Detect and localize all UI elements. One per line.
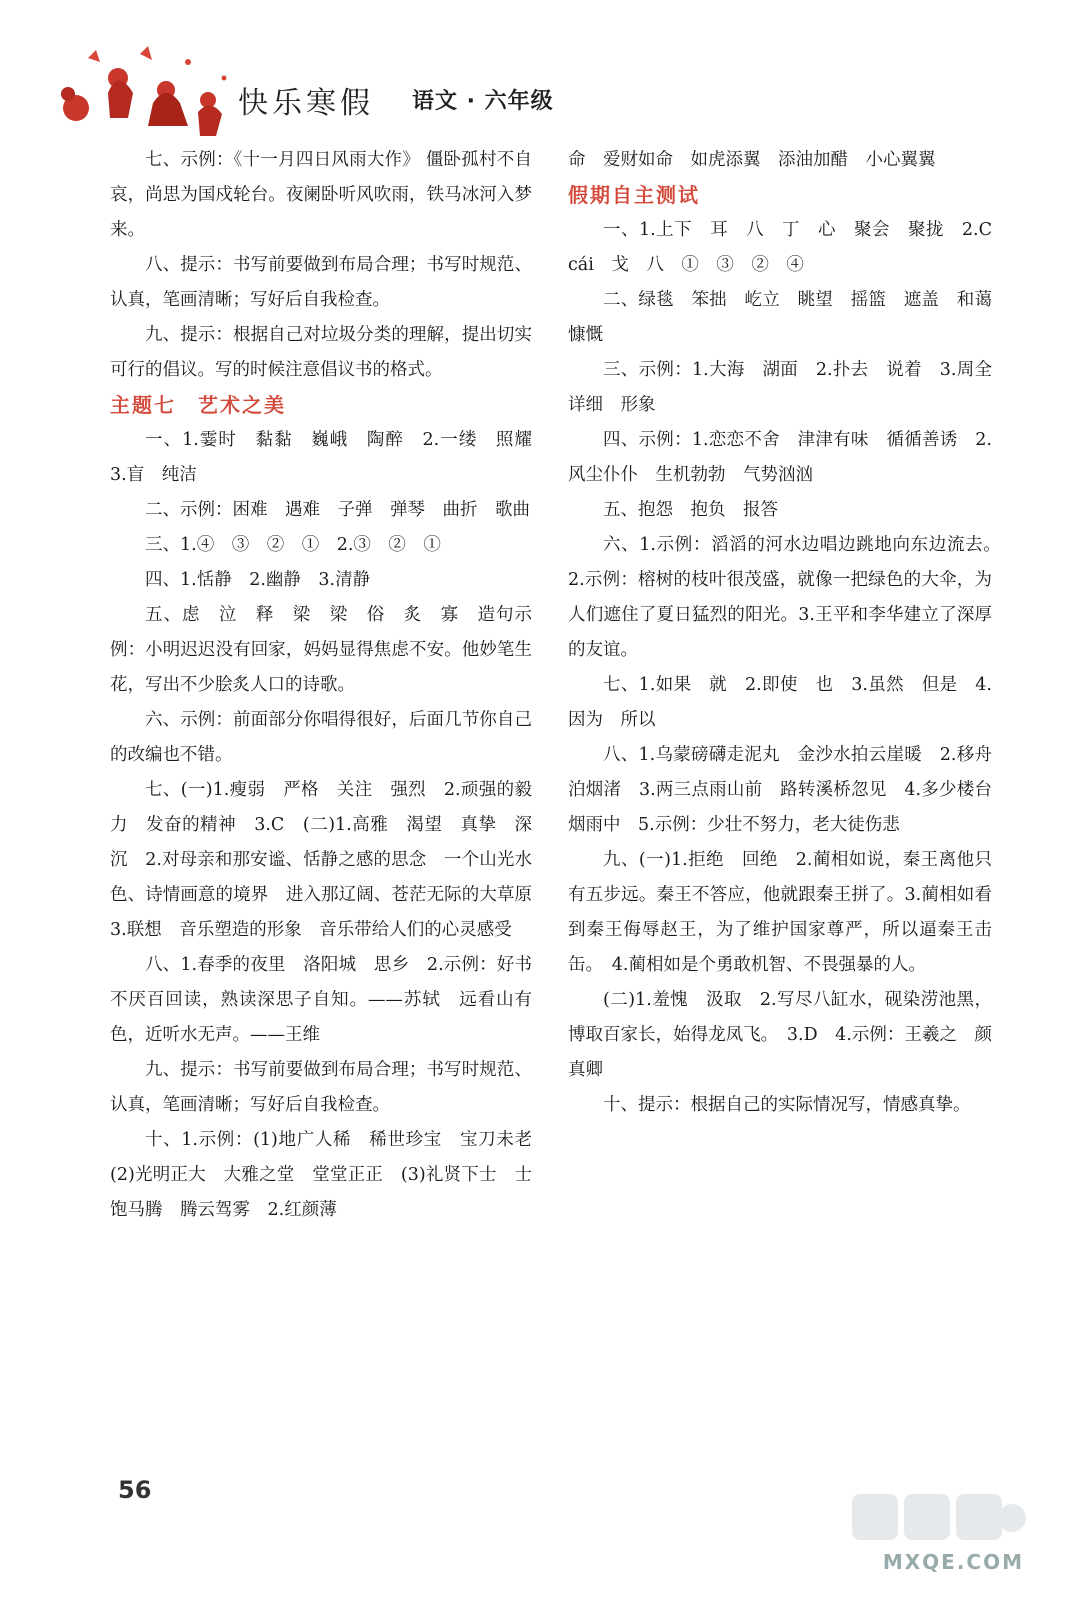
test-answer-2: 二、绿毯 笨拙 屹立 眺望 摇篮 遮盖 和蔼 慷慨 [568, 290, 1010, 345]
theme7-answer-3: 三、1.④ ③ ② ① 2.③ ② ① [145, 535, 441, 555]
test-answer-8: 八、1.乌蒙磅礴走泥丸 金沙水拍云崖暖 2.移舟泊烟渚 3.两三点雨山前 路转溪桥忽见 4.多少楼台烟雨中 5.示例：少壮不努力，老大徒伤悲 [568, 745, 992, 835]
theme7-answer-1: 一、1.霎时 黏黏 巍峨 陶醉 2.一缕 照耀 3.盲 纯洁 [110, 430, 550, 485]
test-answer-1: 一、1.上下 耳 八 丁 心 聚会 聚拢 2.C cái 戈 八 ① ③ ② ④ [568, 220, 1010, 275]
subject-grade: 语文 · 六年级 [412, 89, 554, 114]
theme7-answer-2: 二、示例：困难 遇难 子弹 弹琴 曲折 歌曲 [145, 500, 530, 520]
test-answer-4: 四、示例：1.恋恋不舍 津津有味 循循善诱 2.风尘仆仆 生机勃勃 气势汹汹 [568, 430, 992, 485]
watermark-text: MXQE.COM [882, 1550, 1024, 1574]
theme7-answer-4: 四、1.恬静 2.幽静 3.清静 [145, 570, 371, 590]
answer-7: 七、示例：《十一月四日风雨大作》 僵卧孤村不自哀，尚思为国戍轮台。夜阑卧听风吹雨，铁马冰河入梦来。 [110, 150, 532, 240]
test-answer-10: 十、提示：根据自己的实际情况写，情感真挚。 [603, 1095, 971, 1115]
section-title-self-test: 假期自主测试 [568, 183, 700, 207]
answer-8: 八、提示：书写前要做到布局合理；书写时规范、认真，笔画清晰；写好后自我检查。 [110, 255, 532, 310]
test-answer-7: 七、1.如果 就 2.即使 也 3.虽然 但是 4.因为 所以 [568, 675, 992, 730]
theme7-answer-5: 五、虑 泣 释 梁 梁 俗 炙 寡 造句示例：小明迟迟没有回家，妈妈显得焦虑不安。他妙笔生花，写出不少脍炙人口的诗歌。 [110, 605, 532, 695]
theme7-answer-9: 九、提示：书写前要做到布局合理；书写时规范、认真，笔画清晰；写好后自我检查。 [110, 1060, 532, 1115]
answer-9: 九、提示：根据自己对垃圾分类的理解，提出切实可行的倡议。写的时候注意倡议书的格式。 [110, 325, 532, 380]
left-column [110, 143, 550, 1228]
continued-text: 命 爱财如命 如虎添翼 添油加醋 小心翼翼 [568, 150, 936, 170]
theme7-answer-7: 七、(一)1.瘦弱 严格 关注 强烈 2.顽强的毅力 发奋的精神 3.C (二)1.高雅 渴望 真挚 深沉 2.对母亲和那安谧、恬静之感的思念 一个山光水色、诗情画意的境界 进入那辽阔、苍茫无际的大草原 3.联想 音乐塑造的形象 音乐带给人们的心灵感受 [110, 780, 550, 940]
test-answer-5: 五、抱怨 抱负 报答 [603, 500, 778, 520]
theme7-answer-6: 六、示例：前面部分你唱得很好，后面几节你自己的改编也不错。 [110, 710, 532, 765]
test-answer-6: 六、1.示例：滔滔的河水边唱边跳地向东边流去。 2.示例：榕树的枝叶很茂盛，就像一把绿色的大伞，为人们遮住了夏日猛烈的阳光。3.王平和李华建立了深厚的友谊。 [568, 535, 1010, 660]
test-answer-9-part2: (二)1.羞愧 汲取 2.写尽八缸水，砚染涝池黑，博取百家长，始得龙凤飞。 3.D 4.示例：王羲之 颜真卿 [568, 990, 992, 1080]
section-title-theme7: 主题七 艺术之美 [110, 393, 286, 417]
theme7-answer-8: 八、1.春季的夜里 洛阳城 思乡 2.示例：好书不厌百回读，熟读深思子自知。——苏轼 远看山有色，近听水无声。——王维 [110, 955, 532, 1045]
decorative-figures-icon [48, 38, 238, 143]
theme7-answer-10: 十、1.示例：(1)地广人稀 稀世珍宝 宝刀未老 (2)光明正大 大雅之堂 堂堂正正 (3)礼贤下士 士饱马腾 腾云驾雾 2.红颜薄 [110, 1130, 550, 1220]
page-number: 56 [118, 1476, 152, 1504]
right-column [568, 143, 1010, 1123]
page-header [48, 38, 648, 148]
test-answer-3: 三、示例：1.大海 湖面 2.扑去 说着 3.周全 详细 形象 [568, 360, 1010, 415]
brand-title: 快乐寒假 [238, 86, 374, 121]
test-answer-9: 九、(一)1.拒绝 回绝 2.蔺相如说，秦王离他只有五步远。秦王不答应，他就跟秦王拼了。3.蔺相如看到秦王侮辱赵王，为了维护国家尊严，所以逼秦王击缶。 4.蔺相如是个勇敢机智、不畏强暴的人。 [568, 850, 992, 975]
